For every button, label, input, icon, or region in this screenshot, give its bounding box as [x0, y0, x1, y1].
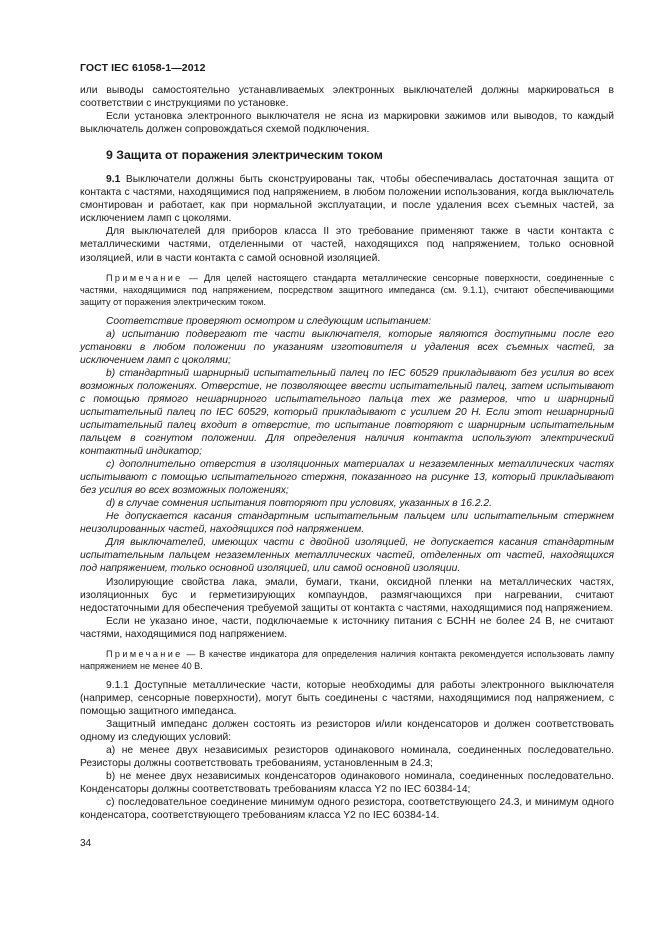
list-item: a) не менее двух независимых резисторов одинакового номинала, соединенных последовательно. Резисторы должны соответствовать требованиям, установленным в 24.3;: [80, 744, 614, 770]
clause-number: 9.1: [106, 174, 121, 186]
list-item: b) не менее двух независимых конденсаторов одинакового номинала, соединенных последовательно. Конденсаторы должны соответствовать требованиям класса Y2 по IEC 60384-14;: [80, 771, 614, 796]
paragraph: Если не указано иное, части, подключаемые к источнику питания с БСНН не более 24 В, не считают частями, находящимися под напряжением.: [80, 615, 614, 640]
note-label: Примечание: [106, 272, 183, 283]
paragraph: или выводы самостоятельно устанавливаемых электронных выключателей должны маркироваться в соответствии с инструкциями по установке.: [80, 85, 614, 110]
note-label: Примечание: [106, 648, 183, 659]
note: [80, 648, 614, 672]
compliance-item-a: a) испытанию подвергают те части выключателя, которые являются доступными после его установки в любом положении по указаниям изготовителя и удаления всех съемных частей, за исключением ламп с цоколями;: [80, 328, 614, 366]
compliance-item-b: b) стандартный шарнирный испытательный палец по IEC 60529 прикладывают без усилия во всех возможных положениях. Отверстие, не позволяющее ввести испытательный палец, затем испытывают с помощью прямого нешарнирного испытательного пальца тех же размеров, что и шарнирный испытательный палец по IEC 60529, который прикладывают с усилием 20 Н. Если этот нешарнирный испытательный палец входит в отверстие, то испытание повторяют с шарнирным испытательным пальцем в согнутом положении. Для определения наличия контакта используют электрический контактный индикатор;: [80, 367, 614, 458]
list-item: c) последовательное соединение минимум одного резистора, соответствующего 24.3, и минимум одного конденсатора, соответствующего требованиям класса Y2 по IEC 60384-14.: [80, 797, 614, 822]
paragraph: Для выключателей для приборов класса II это требование применяют также в части контакта с металлическими частями, отделенными от частей, находящихся под напряжением, только основной изоляцией, или в части контакта с самой основной изоляцией.: [80, 226, 614, 264]
compliance-text: Для выключателей, имеющих части с двойной изоляцией, не допускается касания стандартным испытательным пальцем незаземленных металлических частей, отделенных от частей, находящихся под напряжением, только основной изоляцией, или самой основной изоляции.: [80, 537, 614, 575]
clause-9-1: [80, 173, 614, 225]
note-text: — Для целей настоящего стандарта металлические сенсорные поверхности, соединенные с частями, находящимися под напряжением, посредством защитного импеданса (см. 9.1.1), считают обеспечивающими защиту от поражения электрическим током.: [80, 272, 614, 307]
note: [80, 272, 614, 308]
note-text: — В качестве индикатора для определения наличия контакта рекомендуется использовать лампу напряжением не менее 40 В.: [80, 648, 614, 671]
paragraph: Если установка электронного выключателя не ясна из маркировки зажимов или выводов, то каждый выключатель должен сопровождаться схемой подключения.: [80, 111, 614, 136]
document-body: [80, 84, 614, 822]
compliance-text: Соответствие проверяют осмотром и следующим испытанием:: [106, 315, 432, 327]
compliance-item-d: d) в случае сомнения испытания повторяют при условиях, указанных в 16.2.2.: [106, 498, 492, 510]
section-heading: 9 Защита от поражения электрическим током: [106, 148, 383, 163]
clause-text: Выключатели должны быть сконструированы так, чтобы обеспечивалась достаточная защита от контакта с частями, находящимися под напряжением, в любом положении использования, когда выключатель смонтирован и работает, как при нормальной эксплуатации, и после удаления всех съемных частей, за исключением ламп с цоколями.: [80, 174, 614, 225]
page-number: 34: [80, 838, 92, 849]
paragraph: Защитный импеданс должен состоять из резисторов и/или конденсаторов и должен соответствовать одному из следующих условий:: [80, 718, 614, 743]
clause-9-1-1: 9.1.1 Доступные металлические части, которые необходимы для работы электронного выключателя (например, сенсорные поверхности), могут быть соединены с частями, находящимися под напряжением, с помощью защитного импеданса.: [80, 679, 614, 717]
compliance-text: Не допускается касания стандартным испытательным пальцем или испытательным стержнем неизолированных частей, находящихся под напряжением.: [80, 511, 614, 536]
paragraph: Изолирующие свойства лака, эмали, бумаги, ткани, оксидной пленки на металлических частях, изоляционных бус и герметизирующих компаундов, размягчающихся при нагревании, считают недостаточными для обеспечения требуемой защиты от контакта с частями, находящимися под напряжением.: [80, 576, 614, 614]
document-header: ГОСТ IEC 61058-1—2012: [80, 62, 206, 74]
compliance-item-c: c) дополнительно отверстия в изоляционных материалах и незаземленных металлических частях испытывают с помощью испытательного стержня, показанного на рисунке 13, который прикладывают без усилия во всех возможных положениях;: [80, 459, 614, 497]
